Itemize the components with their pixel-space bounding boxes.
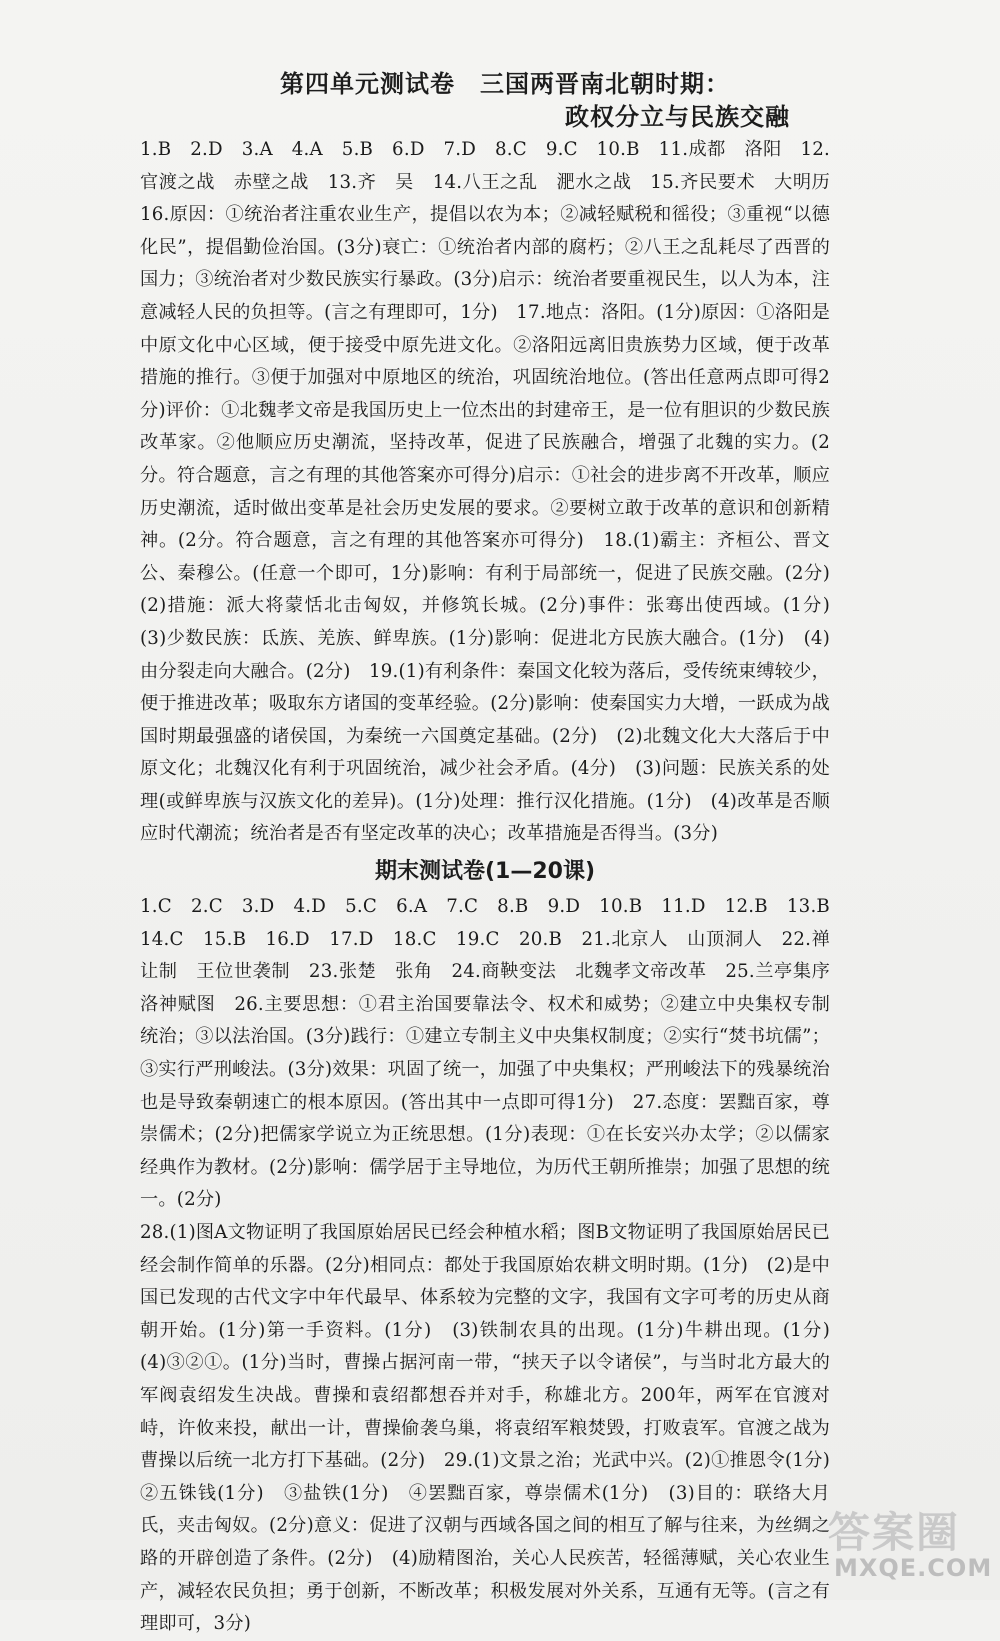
unit4-answers: 1.B 2.D 3.A 4.A 5.B 6.D 7.D 8.C 9.C 10.B 11.成都 洛阳 12.官渡之战 赤壁之战 13.齐 吴 14.八王之乱 淝水之战 15.齐民要术 大明历 16.原因：①统治者注重农业生产，提倡以农为本；②减轻赋税和徭役；③重视“以德化民”，提倡勤俭治国。(3分)衰亡：①统治者内部的腐朽；②八王之乱耗尽了西晋的国力；③统治者对少数民族实行暴政。(3分)启示：统治者要重视民生，以人为本，注意减轻人民的负担等。(言之有理即可，1分) 17.地点：洛阳。(1分)原因：①洛阳是中原文化中心区域，便于接受中原先进文化。②洛阳远离旧贵族势力区域，便于改革措施的推行。③便于加强对中原地区的统治，巩固统治地位。(答出任意两点即可得2分)评价：①北魏孝文帝是我国历史上一位杰出的封建帝王，是一位有胆识的少数民族改革家。②他顺应历史潮流，坚持改革，促进了民族融合，增强了北魏的实力。(2分。符合题意，言之有理的其他答案亦可得分)启示：①社会的进步离不开改革，顺应历史潮流，适时做出变革是社会历史发展的要求。②要树立敢于改革的意识和创新精神。(2分。符合题意，言之有理的其他答案亦可得分) 18.(1)霸主：齐桓公、晋文公、秦穆公。(任意一个即可，1分)影响：有利于局部统一，促进了民族交融。(2分) (2)措施：派大将蒙恬北击匈奴，并修筑长城。(2分)事件：张骞出使西域。(1分) (3)少数民族：氐族、羌族、鲜卑族。(1分)影响：促进北方民族大融合。(1分) (4)由分裂走向大融合。(2分) 19.(1)有利条件：秦国文化较为落后，受传统束缚较少，便于推进改革；吸取东方诸国的变革经验。(2分)影响：使秦国实力大增，一跃成为战国时期最强盛的诸侯国，为秦统一六国奠定基础。(2分) (2)北魏文化大大落后于中原文化；北魏汉化有利于巩固统治，减少社会矛盾。(4分) (3)问题：民族关系的处理(或鲜卑族与汉族文化的差异)。(1分)处理：推行汉化措施。(1分) (4)改革是否顺应时代潮流；统治者是否有坚定改革的决心；改革措施是否得当。(3分) [140, 139, 849, 845]
answer-content [140, 68, 849, 1641]
final-answers-28-29: 28.(1)图A文物证明了我国原始居民已经会种植水稻；图B文物证明了我国原始居民已经会制作简单的乐器。(2分)相同点：都处于我国原始农耕文明时期。(1分) (2)是中国已发现的古代文字中年代最早、体系较为完整的文字，我国有文字可考的历史从商朝开始。(1分)第一手资料。(1分) (3)铁制农具的出现。(1分)牛耕出现。(1分) (4)③②①。(1分)当时，曹操占据河南一带，“挟天子以令诸侯”，与当时北方最大的军阀袁绍发生决战。曹操和袁绍都想吞并对手，称雄北方。200年，两军在官渡对峙，许攸来投，献出一计，曹操偷袭乌巢，将袁绍军粮焚毁，打败袁军。官渡之战为曹操以后统一北方打下基础。(2分) 29.(1)文景之治；光武中兴。(2)①推恩令(1分) ②五铢钱(1分) ③盐铁(1分) ④罢黜百家，尊崇儒术(1分) (3)目的：联络大月氏，夹击匈奴。(2分)意义：促进了汉朝与西域各国之间的相互了解与往来，为丝绸之路的开辟创造了条件。(2分) (4)励精图治，关心人民疾苦，轻徭薄赋，关心农业生产，减轻农民负担；勇于创新，不断改革；积极发展对外关系，互通有无等。(言之有理即可，3分) [140, 1222, 849, 1635]
watermark-logo [808, 1500, 993, 1586]
final-exam-title: 期末测试卷(1—20课) [374, 859, 596, 885]
watermark-text: 答案圈 [828, 1508, 961, 1557]
unit-title-line1: 第四单元测试卷 三国两晋南北朝时期： [280, 70, 730, 98]
watermark-url: MXQE.COM [834, 1554, 993, 1582]
final-answers: 1.C 2.C 3.D 4.D 5.C 6.A 7.C 8.B 9.D 10.B 11.D 12.B 13.B 14.C 15.B 16.D 17.D 18.C 19.C 20.B 21.北京人 山顶洞人 22.禅让制 王位世袭制 23.张楚 张角 24.商鞅变法 北魏孝文帝改革 25.兰亭集序 洛神赋图 26.主要思想：①君主治国要靠法令、权术和威势；②建立中央集权专制统治；③以法治国。(3分)践行：①建立专制主义中央集权制度；②实行“焚书坑儒”；③实行严刑峻法。(3分)效果：巩固了统一，加强了中央集权；严刑峻法下的残暴统治也是导致秦朝速亡的根本原因。(答出其中一点即可得1分) 27.态度：罢黜百家，尊崇儒术；(2分)把儒家学说立为正统思想。(1分)表现：①在长安兴办太学；②以儒家经典作为教材。(2分)影响：儒学居于主导地位，为历代王朝所推崇；加强了思想的统一。(2分) [140, 896, 849, 1211]
unit-title-line2: 政权分立与民族交融 [565, 103, 790, 131]
